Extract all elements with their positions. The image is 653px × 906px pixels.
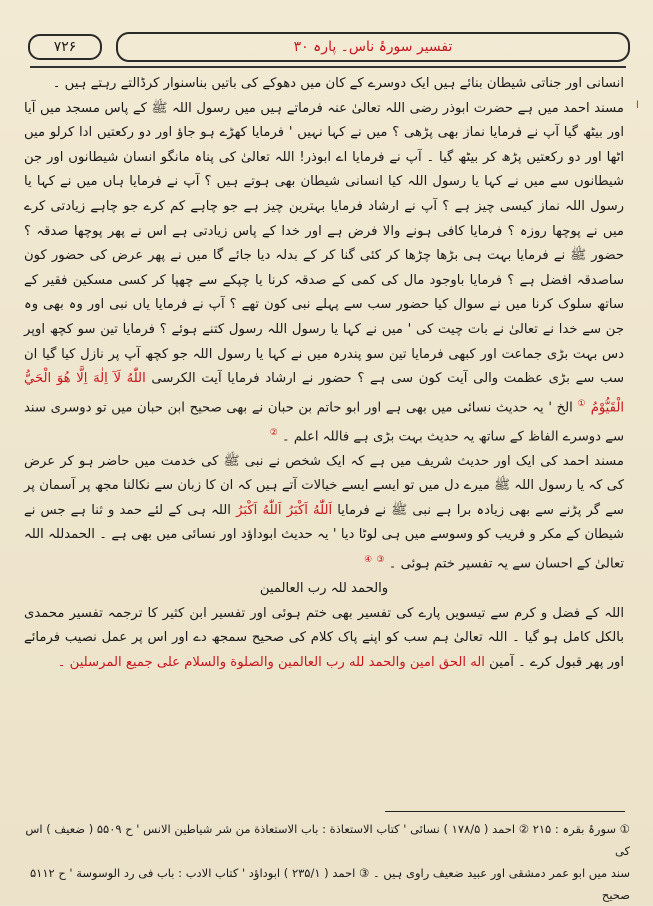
body-text <box>24 72 624 675</box>
paragraph-hadith-abudhar <box>24 97 624 450</box>
ayat-al-kursi: اللّٰهُ لَآ اِلٰهَ اِلَّا هُوَ الْحَيُّ الْقَيُّوْمُ <box>24 371 624 416</box>
running-title: تفسیر سورۂ ناس۔ پارہ ۳۰ <box>116 32 630 62</box>
page-header <box>20 30 632 64</box>
page-number: ۷۲۶ <box>28 34 102 60</box>
footnote-line-2: سند میں ابو عمر دمشقی اور عبید ضعیف راوی ہیں ۔ ③ احمد ( ۲۳۵/۱ ) ابوداؤد ' کتاب الادب : باب فی رد الوسوسة ' ح ۵۱۱۲ صحیح <box>29 866 630 902</box>
footnote-marker-2: ② <box>269 427 278 438</box>
hadith-abudhar-text: مسند احمد میں ہے حضرت ابوذر رضی اللہ تعالیٰ عنہ فرماتے ہیں میں رسول اللہ ﷺ کے پاس مسجد میں آیا اور بیٹھ گیا آپ نے فرمایا نماز بھی پڑھی ؟ میں نے کہا نہیں ' فرمایا کھڑے ہو جاؤ اور دو رکعتیں ادا کرلو میں اٹھا اور دو رکعتیں پڑھ کر بیٹھ گیا ۔ آپ نے فرمایا اے ابوذر! اللہ تعالیٰ کی پناہ مانگو انسان شیطانوں اور جن شیطانوں سے میں نے کہا یا رسول اللہ کیا انسانی شیطان بھی ہوتے ہیں ؟ آپ نے فرمایا ہاں میں نے کہا یا رسول اللہ نماز کیسی چیز ہے ؟ آپ نے ارشاد فرمایا بہترین چیز ہے جو چاہے کم کرے جو چاہے زیادتی کرے میں نے پوچھا روزہ ؟ فرمایا کافی ہونے والا فرض ہے اور خدا کے پاس زیادتی ہے اس نے پھر پوچھا صدقہ ؟ حضور ﷺ نے فرمایا بہت ہی بڑھا چڑھا کر کئی گنا کر کے بدلہ دیا جائے گا میں نے پھر عرض کی حضور کون ساصدقہ افضل ہے ؟ فرمایا باوجود مال کی کمی کے صدقہ کرنا یا چپکے سے چھپا کر کسی مسکین فقیر کے ساتھ سلوک کرنا میں نے سوال کیا حضور سب سے پہلے نبی کون تھے ؟ آپ نے فرمایا یاں نبی اور وہ بھی وہ جن سے خدا نے تعالیٰ نے بات چیت کی ' میں نے کہا یا رسول اللہ رسول کتنے ہوئے ؟ فرمایا تین سو کچھ اوپر دس بہت بڑی جماعت اور کبھی فرمایا تین سو پندرہ میں نے کہا یا رسول اللہ جو کچھ آپ پر نازل کیا گیا ان سب سے بڑی عظمت والی آیت کون سی ہے ؟ حضور نے ارشاد فرمایا آیت الکرسی <box>24 100 624 387</box>
footnotes <box>24 818 630 906</box>
paragraph-intro: انسانی اور جناتی شیطان بنائے ہیں ایک دوسرے کے کان میں دھوکے کی باتیں بناسنوار کرڈالتے رہتے ہیں ۔ <box>52 76 624 91</box>
paragraph-hadith-waswasa <box>24 450 624 577</box>
footnote-marker-4: ④ <box>364 555 373 566</box>
hadith-waswasa-text: مسند احمد کی ایک اور حدیث شریف میں ہے کہ ایک شخص نے نبی ﷺ کی خدمت میں حاضر ہو کر عرض کی کہ یا رسول اللہ ﷺ میرے دل میں تو ایسے ایسے خیالات آتے ہیں کہ ان کا زبان سے نکالنا مجھ پر آسمان پر سے گر پڑنے سے بھی زیادہ برا ہے نبی ﷺ نے فرمایا <box>24 453 624 518</box>
closing-dua: اله الحق امين والحمد لله رب العالمين والصلوة والسلام على جميع المرسلين ۔ <box>57 654 485 670</box>
footnote-marker-1: ① <box>577 398 587 409</box>
paragraph-closing <box>24 602 624 676</box>
hadith-waswasa-end: اللہ ہی کے لئے حمد و ثنا ہے جس نے شیطان کے مکر و فریب کو وسوسے میں ہی لوٹا دیا ' یہ حدیث ابوداؤد اور نسائی میں بھی ہے ۔ الحمدللہ اللہ تعالیٰ کے احسان سے یہ تفسیر ختم ہوئی ۔ <box>24 502 624 572</box>
margin-mark: ا <box>636 100 639 111</box>
closing-text: اللہ کے فضل و کرم سے تیسویں پارے کی تفسیر بھی ختم ہوئی اور تفسیر ابن کثیر کا ترجمہ تفسیر محمدی بالکل کامل ہو گیا ۔ اللہ تعالیٰ ہم سب کو اپنے پاک کلام کی صحیح سمجھ دے اور اس پر عمل نصیب فرمائے اور پھر قبول کرے ۔ آمین <box>24 605 624 670</box>
takbir-text: اَللّٰهُ اَكْبَرُ اَللّٰهُ اَكْبَرُ <box>236 502 333 518</box>
section-heading: والحمد للہ رب العالمین <box>259 581 389 597</box>
hadith-abudhar-end: الخ ' یہ حدیث نسائی میں بھی ہے اور ابو حاتم بن حبان نے بھی صحیح ابن حبان میں تو دوسری سند سے دوسرے الفاظ کے ساتھ یہ حدیث بہت بڑی ہے فاللہ اعلم ۔ <box>24 400 624 445</box>
footnote-marker-3: ③ <box>376 555 385 566</box>
header-rule <box>30 66 626 68</box>
footnote-line-1: ① سورۂ بقرہ : ۲۱۵ ② احمد ( ۱۷۸/۵ ) نسائی ' کتاب الاستعاذة : باب الاستعاذة من شر شياطين الانس ' ح ۵۵۰۹ ( ضعیف ) اس کی <box>25 822 630 858</box>
footnote-rule <box>385 811 625 812</box>
